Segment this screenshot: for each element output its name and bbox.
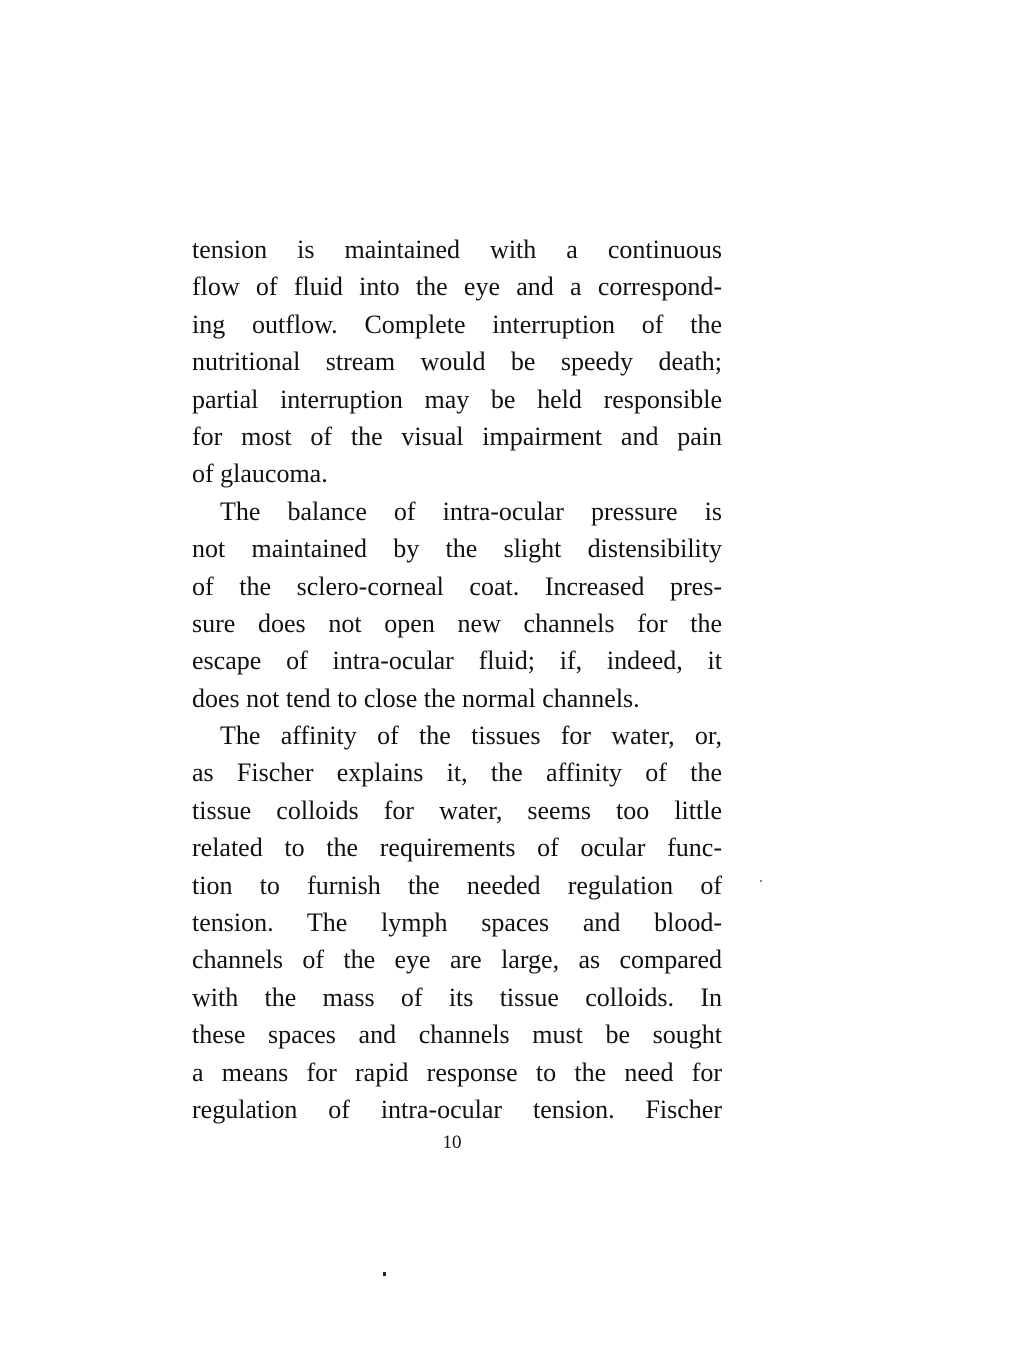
text-line: ing outflow. Complete interruption of the (192, 309, 722, 339)
paragraph-first-line: The balance of intra-ocular pressure is (220, 496, 722, 526)
page-number: 10 (442, 1132, 462, 1153)
text-line: flow of fluid into the eye and a correspond- (192, 272, 722, 302)
text-line: a means for rapid response to the need for (192, 1057, 722, 1087)
text-line: escape of intra-ocular fluid; if, indeed, it (192, 646, 722, 676)
text-line: sure does not open new channels for the (192, 608, 722, 638)
text-line: tissue colloids for water, seems too little (192, 795, 722, 825)
text-line: does not tend to close the normal channels. (192, 683, 640, 713)
text-line: partial interruption may be held responsible (192, 384, 722, 414)
text-line: tension. The lymph spaces and blood- (192, 908, 722, 938)
text-line: tion to furnish the needed regulation of (192, 870, 722, 900)
text-line: not maintained by the slight distensibility (192, 534, 722, 564)
text-line: tension is maintained with a continuous (192, 235, 722, 264)
paragraph-first-line: The affinity of the tissues for water, or, (220, 721, 722, 751)
text-line: regulation of intra-ocular tension. Fischer (192, 1094, 722, 1124)
text-line: for most of the visual impairment and pain (192, 421, 722, 451)
text-line: channels of the eye are large, as compared (192, 945, 722, 975)
text-line: related to the requirements of ocular func- (192, 833, 722, 863)
text-line: with the mass of its tissue colloids. In (192, 982, 722, 1012)
scan-speck (760, 880, 762, 882)
text-line: nutritional stream would be speedy death; (192, 347, 722, 377)
body-text (192, 231, 722, 1128)
text-line: as Fischer explains it, the affinity of the (192, 758, 722, 788)
text-line: of the sclero-corneal coat. Increased pres- (192, 571, 722, 601)
text-line: of glaucoma. (192, 459, 328, 489)
scan-speck (383, 1272, 386, 1276)
text-line: these spaces and channels must be sought (192, 1020, 722, 1050)
